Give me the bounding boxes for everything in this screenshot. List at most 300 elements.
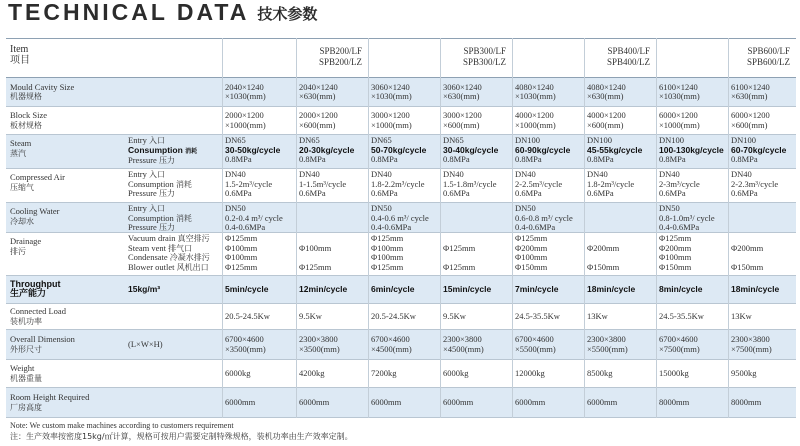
table-row bbox=[6, 135, 796, 169]
row-label bbox=[10, 335, 75, 354]
value-line: 0.8MPa bbox=[371, 154, 398, 165]
value-line: 2300×3800 bbox=[299, 334, 338, 345]
sub-label-cn: 消耗 bbox=[175, 213, 192, 223]
value-line: Φ125mm bbox=[515, 233, 548, 243]
row-label-cn: 排污 bbox=[10, 246, 26, 256]
value-line: ×1030(mm) bbox=[225, 91, 266, 102]
row-sub-labels bbox=[128, 136, 197, 166]
row-label-cn: 冷却水 bbox=[10, 216, 34, 226]
value-cell bbox=[443, 111, 482, 130]
value-cell bbox=[659, 170, 700, 199]
value-line: 6700×4600 bbox=[371, 334, 410, 345]
value-cell bbox=[371, 335, 412, 354]
sub-label-cn: 风机出口 bbox=[176, 262, 209, 272]
row-label-cn: 压缩气 bbox=[10, 182, 34, 192]
value-line: 9.5Kw bbox=[443, 311, 466, 322]
value-line: DN40 bbox=[515, 169, 536, 179]
value-line: 1.5-1.8m³/cycle bbox=[443, 178, 497, 189]
value-line: ×4500(mm) bbox=[371, 343, 412, 354]
value-line: ×3500(mm) bbox=[299, 343, 340, 354]
value-cell bbox=[587, 335, 628, 354]
item-header-cn: 项目 bbox=[10, 55, 30, 66]
table-row bbox=[6, 388, 796, 418]
model-name-lf: SPB400/LF bbox=[607, 46, 650, 56]
sub-label-cn: 真空排污 bbox=[177, 234, 210, 243]
value-line: DN100 bbox=[659, 135, 685, 145]
value-line: 7200kg bbox=[371, 368, 397, 379]
value-line: ×1030(mm) bbox=[515, 91, 556, 102]
page-title-cn: 技术参数 bbox=[257, 5, 318, 23]
value-line: 0.6MPa bbox=[371, 188, 398, 199]
value-cell bbox=[299, 335, 340, 354]
value-cell bbox=[659, 335, 700, 354]
row-label bbox=[10, 207, 59, 226]
value-cell bbox=[587, 312, 608, 322]
value-line: 6100×1240 bbox=[731, 81, 770, 92]
value-cell bbox=[225, 204, 283, 233]
row-label bbox=[10, 111, 47, 130]
page-title bbox=[8, 0, 317, 26]
value-line: 0.4-0.6MPa bbox=[515, 222, 556, 233]
value-line: ×5500(mm) bbox=[587, 343, 628, 354]
value-line: Φ125mm bbox=[443, 242, 476, 253]
value-line: ×3500(mm) bbox=[225, 343, 266, 354]
value-line: 8000mm bbox=[731, 397, 762, 408]
value-cell bbox=[299, 369, 325, 379]
value-line: 0.6MPa bbox=[515, 188, 542, 199]
value-line: 5min/cycle bbox=[225, 284, 269, 295]
value-line: 0.8MPa bbox=[515, 154, 542, 165]
row-label-cn: 板材规格 bbox=[10, 120, 42, 130]
sub-label-en: Pressure bbox=[128, 155, 159, 166]
value-line: 24.5-35.5Kw bbox=[515, 311, 560, 322]
value-line: Φ200mm bbox=[515, 242, 548, 253]
value-cell bbox=[587, 285, 635, 295]
row-label-en: Throughput bbox=[10, 279, 61, 289]
value-line: ×5500(mm) bbox=[515, 343, 556, 354]
sub-label-cn: 压力 bbox=[158, 223, 175, 233]
value-cell bbox=[371, 369, 397, 379]
row-label bbox=[10, 307, 66, 326]
value-cell bbox=[731, 83, 770, 102]
value-line: 50-70kg/cycle bbox=[371, 144, 427, 155]
value-line: 0.8MPa bbox=[731, 154, 758, 165]
sub-label-line bbox=[128, 156, 197, 166]
value-line: 0.6MPa bbox=[225, 188, 252, 199]
value-cell bbox=[659, 111, 700, 130]
value-line: DN50 bbox=[225, 203, 246, 213]
value-line: 15min/cycle bbox=[443, 284, 492, 295]
row-label-en: Cooling Water bbox=[10, 206, 60, 216]
value-line: 0.8MPa bbox=[587, 154, 614, 165]
model-name-lz: SPB400/LZ bbox=[606, 56, 650, 67]
sub-label-line bbox=[128, 223, 192, 233]
value-line: ×630(mm) bbox=[299, 91, 336, 102]
value-line: 6000mm bbox=[299, 397, 330, 408]
value-line: 6700×4600 bbox=[659, 334, 698, 345]
value-line: ×630(mm) bbox=[731, 91, 768, 102]
value-line: 1.8-2.2m³/cycle bbox=[371, 178, 425, 189]
value-line: ×1000(mm) bbox=[371, 119, 412, 130]
value-cell bbox=[659, 204, 715, 233]
value-line: 7min/cycle bbox=[515, 284, 559, 295]
row-label bbox=[10, 364, 42, 383]
sub-label-en: Consumption bbox=[128, 178, 176, 189]
value-line: 60-90kg/cycle bbox=[515, 144, 571, 155]
row-label-en: Room Height Required bbox=[10, 392, 90, 402]
value-cell bbox=[371, 136, 426, 165]
item-header bbox=[10, 44, 30, 66]
value-cell bbox=[587, 234, 619, 272]
value-line: 0.4-0.6MPa bbox=[225, 222, 266, 233]
row-label-en: Overall Dimension bbox=[10, 334, 75, 344]
value-line: ×630(mm) bbox=[587, 91, 624, 102]
value-line: 0.6MPa bbox=[299, 188, 326, 199]
value-line: 2000×1200 bbox=[225, 110, 264, 121]
value-cell bbox=[225, 170, 272, 199]
value-line: Φ125mm bbox=[225, 233, 258, 243]
value-line: Φ100mm bbox=[299, 242, 332, 253]
value-line: 4000×1200 bbox=[587, 110, 626, 121]
sub-label-en: Steam vent bbox=[128, 242, 169, 253]
value-line: DN50 bbox=[515, 203, 536, 213]
value-line: ×1030(mm) bbox=[371, 91, 412, 102]
value-line: 12000kg bbox=[515, 368, 545, 379]
value-cell bbox=[731, 136, 786, 165]
sub-label-en: Blower outlet bbox=[128, 261, 177, 272]
value-line: 0.6MPa bbox=[731, 188, 758, 199]
row-label bbox=[10, 173, 65, 192]
value-line: Φ125mm bbox=[225, 261, 258, 272]
value-line: 1.5-2m³/cycle bbox=[225, 178, 273, 189]
value-line: 6100×1240 bbox=[659, 81, 698, 92]
value-line: DN40 bbox=[371, 169, 392, 179]
value-cell bbox=[587, 398, 617, 408]
value-line: 20.5-24.5Kw bbox=[371, 311, 416, 322]
column-divider bbox=[728, 38, 729, 418]
row-label-cn: 厂房高度 bbox=[10, 402, 42, 412]
row-label-cn: 装机功率 bbox=[10, 316, 42, 326]
value-line: 2300×3800 bbox=[587, 334, 626, 345]
value-line: 0.6MPa bbox=[443, 188, 470, 199]
sub-label-en: Entry bbox=[128, 203, 150, 213]
sub-label-en: Consumption bbox=[128, 212, 176, 223]
value-line: ×1000(mm) bbox=[225, 119, 266, 130]
value-line: ×1000(mm) bbox=[515, 119, 556, 130]
model-name-lf: SPB300/LF bbox=[463, 46, 506, 56]
value-line: 0.2-0.4 m³/ cycle bbox=[225, 212, 283, 223]
row-label-cn: 蒸汽 bbox=[10, 148, 26, 158]
value-cell bbox=[659, 234, 691, 272]
value-cell bbox=[371, 398, 401, 408]
model-header bbox=[463, 46, 506, 67]
table-row bbox=[6, 233, 796, 276]
value-line: 6000mm bbox=[587, 397, 618, 408]
value-line: Φ125mm bbox=[299, 261, 332, 272]
row-sub-labels bbox=[128, 234, 210, 272]
sub-label-cn: 消耗 bbox=[185, 147, 198, 155]
sub-label-cn: 排气口 bbox=[168, 243, 193, 253]
value-cell bbox=[659, 369, 689, 379]
value-cell bbox=[659, 285, 702, 295]
value-line: ×7500(mm) bbox=[731, 343, 772, 354]
table-row bbox=[6, 78, 796, 107]
value-cell bbox=[225, 285, 268, 295]
value-line: 0.6MPa bbox=[587, 188, 614, 199]
value-cell bbox=[443, 83, 482, 102]
value-line: Φ150mm bbox=[659, 261, 692, 272]
value-line: DN40 bbox=[299, 169, 320, 179]
value-line: 4080×1240 bbox=[587, 81, 626, 92]
value-cell bbox=[299, 234, 331, 272]
row-extra: 15kg/m³ bbox=[128, 284, 161, 294]
value-line: 18min/cycle bbox=[587, 284, 636, 295]
value-line: 6000kg bbox=[225, 368, 251, 379]
row-label bbox=[10, 139, 31, 158]
sub-label-cn: 入口 bbox=[149, 170, 166, 179]
value-line: 2300×3800 bbox=[731, 334, 770, 345]
value-line: Φ100mm bbox=[371, 242, 404, 253]
value-line: 4080×1240 bbox=[515, 81, 554, 92]
value-line: ×600(mm) bbox=[299, 119, 336, 130]
value-line: 2040×1240 bbox=[225, 81, 264, 92]
sub-label-en: Consumption bbox=[128, 144, 186, 155]
value-cell bbox=[225, 83, 266, 102]
model-name-lz: SPB200/LZ bbox=[318, 56, 362, 67]
value-cell bbox=[443, 398, 473, 408]
value-cell bbox=[443, 170, 497, 199]
value-cell bbox=[371, 83, 412, 102]
row-label-cn: 外形尺寸 bbox=[10, 344, 42, 354]
value-cell bbox=[299, 398, 329, 408]
model-name-lz: SPB300/LZ bbox=[462, 56, 506, 67]
value-line: 2-3m³/cycle bbox=[659, 178, 700, 189]
value-line: Φ100mm bbox=[659, 252, 692, 263]
value-cell bbox=[587, 369, 613, 379]
model-header bbox=[747, 46, 790, 67]
value-cell bbox=[515, 234, 547, 272]
row-sub-labels bbox=[128, 170, 192, 199]
value-line: DN65 bbox=[371, 135, 392, 145]
notes bbox=[10, 420, 353, 442]
value-line: ×4500(mm) bbox=[443, 343, 484, 354]
row-label bbox=[10, 393, 89, 412]
value-line: 6000mm bbox=[225, 397, 256, 408]
sub-label-cn: 冷凝水排污 bbox=[169, 253, 210, 263]
value-cell bbox=[659, 312, 704, 322]
value-line: DN65 bbox=[299, 135, 320, 145]
value-line: 8000mm bbox=[659, 397, 690, 408]
value-line: ×600(mm) bbox=[731, 119, 768, 130]
value-line: Φ100mm bbox=[371, 252, 404, 263]
value-line: 0.4-0.6MPa bbox=[371, 222, 412, 233]
value-cell bbox=[515, 204, 573, 233]
value-cell bbox=[443, 234, 475, 272]
value-line: Φ150mm bbox=[587, 261, 620, 272]
value-cell bbox=[371, 111, 412, 130]
table-row bbox=[6, 360, 796, 388]
value-line: 0.8-1.0m³/ cycle bbox=[659, 212, 715, 223]
value-cell bbox=[731, 335, 772, 354]
page-title-en: TECHNICAL DATA bbox=[8, 0, 250, 25]
row-label-en: Compressed Air bbox=[10, 172, 66, 182]
value-cell bbox=[731, 170, 778, 199]
value-line: Φ100mm bbox=[225, 252, 258, 263]
value-cell bbox=[731, 111, 770, 130]
model-name-lz: SPB600/LZ bbox=[746, 56, 790, 67]
value-line: 0.8MPa bbox=[299, 154, 326, 165]
note-en: Note: We custom make machines according to customers requirement bbox=[10, 421, 234, 430]
note-cn: 注：生产效率按密度15kg/㎡计算，规格可按用户需要定制特殊规格，装机功率由生产效率定制。 bbox=[10, 432, 353, 441]
table-header bbox=[6, 38, 796, 78]
row-label-en: Drainage bbox=[10, 236, 42, 246]
value-line: 6000kg bbox=[443, 368, 469, 379]
column-divider bbox=[368, 38, 369, 418]
value-cell bbox=[731, 312, 752, 322]
row-label bbox=[10, 237, 41, 256]
table-row bbox=[6, 276, 796, 304]
value-cell bbox=[299, 83, 338, 102]
sub-label-line bbox=[128, 189, 192, 199]
value-line: DN65 bbox=[225, 135, 246, 145]
value-line: Φ125mm bbox=[371, 233, 404, 243]
value-cell bbox=[225, 398, 255, 408]
value-line: 6000mm bbox=[515, 397, 546, 408]
value-line: DN40 bbox=[659, 169, 680, 179]
value-cell bbox=[515, 398, 545, 408]
value-line: 15000kg bbox=[659, 368, 689, 379]
sub-label-cn: 压力 bbox=[158, 156, 175, 166]
value-cell bbox=[443, 285, 491, 295]
value-line: 8min/cycle bbox=[659, 284, 703, 295]
value-line: 6000mm bbox=[371, 397, 402, 408]
value-line: 9500kg bbox=[731, 368, 757, 379]
value-line: 4000×1200 bbox=[515, 110, 554, 121]
row-label-en: Connected Load bbox=[10, 306, 66, 316]
value-cell bbox=[371, 170, 425, 199]
model-name-lf: SPB200/LF bbox=[319, 46, 362, 56]
value-line: 9.5Kw bbox=[299, 311, 322, 322]
value-line: Φ200mm bbox=[659, 242, 692, 253]
value-line: Φ200mm bbox=[731, 242, 764, 253]
row-label-cn: 生产能力 bbox=[10, 288, 47, 299]
row-label-en: Weight bbox=[10, 363, 35, 373]
value-line: 6700×4600 bbox=[515, 334, 554, 345]
value-line: Φ100mm bbox=[225, 242, 258, 253]
value-line: 24.5-35.5Kw bbox=[659, 311, 704, 322]
value-cell bbox=[515, 83, 556, 102]
value-cell bbox=[299, 136, 354, 165]
value-line: ×630(mm) bbox=[443, 91, 480, 102]
row-label-cn: 机器规格 bbox=[10, 92, 42, 102]
value-line: DN50 bbox=[659, 203, 680, 213]
value-cell bbox=[225, 312, 270, 322]
value-line: Φ125mm bbox=[371, 261, 404, 272]
value-line: 6000×1200 bbox=[731, 110, 770, 121]
value-cell bbox=[443, 136, 498, 165]
value-line: 0.6-0.8 m³/ cycle bbox=[515, 212, 573, 223]
table-row bbox=[6, 107, 796, 135]
value-cell bbox=[731, 398, 761, 408]
value-cell bbox=[659, 83, 700, 102]
value-line: 3000×1200 bbox=[443, 110, 482, 121]
value-line: 20.5-24.5Kw bbox=[225, 311, 270, 322]
value-cell bbox=[659, 136, 724, 165]
value-cell bbox=[225, 136, 280, 165]
value-line: 8500kg bbox=[587, 368, 613, 379]
value-cell bbox=[659, 398, 689, 408]
column-divider bbox=[512, 38, 513, 418]
value-line: Φ150mm bbox=[515, 261, 548, 272]
value-line: Φ200mm bbox=[587, 242, 620, 253]
value-line: 6000mm bbox=[443, 397, 474, 408]
value-line: 12min/cycle bbox=[299, 284, 348, 295]
value-cell bbox=[299, 170, 346, 199]
value-cell bbox=[225, 369, 251, 379]
value-cell bbox=[587, 170, 634, 199]
sub-label-en: Entry bbox=[128, 169, 150, 179]
sub-label-en: Vacuum drain bbox=[128, 233, 178, 243]
value-line: ×1030(mm) bbox=[659, 91, 700, 102]
sub-label-en: Pressure bbox=[128, 222, 159, 233]
value-line: Φ125mm bbox=[659, 233, 692, 243]
value-line: 13Kw bbox=[587, 311, 608, 322]
value-cell bbox=[515, 136, 570, 165]
sub-label-en: Pressure bbox=[128, 188, 159, 199]
value-line: 20-30kg/cycle bbox=[299, 144, 355, 155]
model-header bbox=[319, 46, 362, 67]
model-header bbox=[607, 46, 650, 67]
row-label-cn: 机器重量 bbox=[10, 373, 42, 383]
value-cell bbox=[371, 204, 429, 233]
value-line: Φ100mm bbox=[515, 252, 548, 263]
value-cell bbox=[731, 285, 779, 295]
column-divider bbox=[440, 38, 441, 418]
value-line: 0.8MPa bbox=[659, 154, 686, 165]
value-line: 2000×1200 bbox=[299, 110, 338, 121]
sub-label-line bbox=[128, 263, 210, 273]
value-cell bbox=[587, 111, 626, 130]
value-cell bbox=[371, 312, 416, 322]
column-divider bbox=[584, 38, 585, 418]
value-cell bbox=[515, 369, 545, 379]
value-cell bbox=[225, 234, 257, 272]
value-line: DN65 bbox=[443, 135, 464, 145]
technical-data-table bbox=[6, 38, 796, 420]
sub-label-cn: 压力 bbox=[158, 189, 175, 199]
row-sub-labels bbox=[128, 204, 192, 233]
value-line: 30-40kg/cycle bbox=[443, 144, 499, 155]
value-cell bbox=[443, 369, 469, 379]
row-label bbox=[10, 280, 60, 299]
value-line: Φ150mm bbox=[731, 261, 764, 272]
value-cell bbox=[515, 170, 562, 199]
value-cell bbox=[443, 335, 484, 354]
value-line: ×600(mm) bbox=[443, 119, 480, 130]
sub-label-en: Entry bbox=[128, 135, 150, 145]
table-row bbox=[6, 304, 796, 330]
sub-label-cn: 消耗 bbox=[175, 179, 192, 189]
value-line: DN100 bbox=[515, 135, 541, 145]
table-row bbox=[6, 203, 796, 233]
value-line: 2300×3800 bbox=[443, 334, 482, 345]
sub-label-cn: 入口 bbox=[149, 136, 166, 145]
value-line: DN40 bbox=[731, 169, 752, 179]
sub-label-en: Condensate bbox=[128, 252, 170, 263]
value-line: DN40 bbox=[225, 169, 246, 179]
value-cell bbox=[299, 285, 347, 295]
value-cell bbox=[515, 335, 556, 354]
